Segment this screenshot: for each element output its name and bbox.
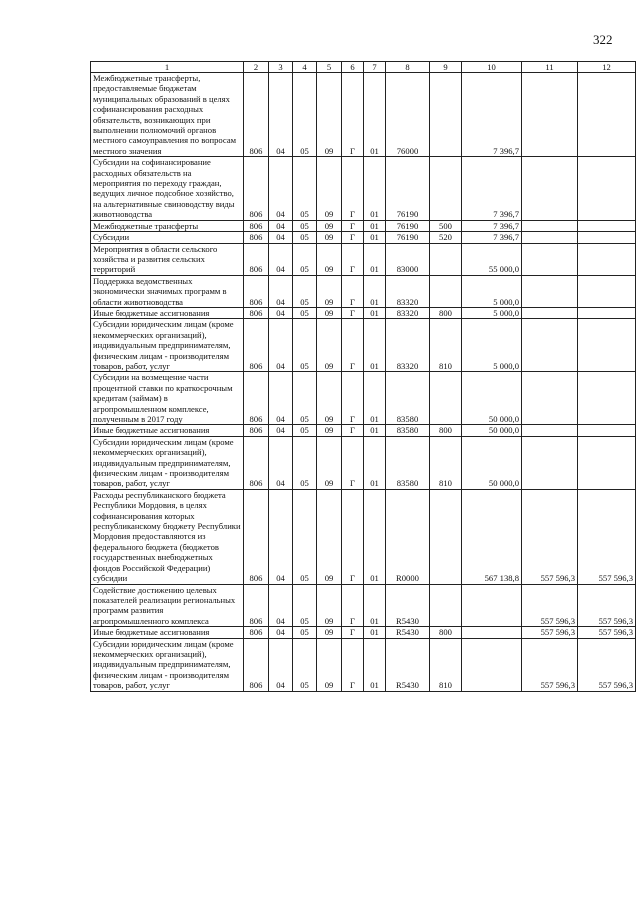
cell-main-event: 01 <box>364 275 386 307</box>
table-row <box>91 73 636 157</box>
cell-direction: 83320 <box>386 275 430 307</box>
cell-expense-type: 810 <box>430 638 462 691</box>
cell-subprogram: Г <box>342 319 364 372</box>
cell-section: 04 <box>269 243 293 275</box>
cell-program: 09 <box>317 372 342 425</box>
column-header: 5 <box>317 62 342 73</box>
cell-subsection: 05 <box>293 584 317 627</box>
cell-expense-type <box>430 372 462 425</box>
table-row <box>91 627 636 638</box>
cell-amount-2019 <box>522 73 578 157</box>
column-header: 7 <box>364 62 386 73</box>
cell-main-event: 01 <box>364 157 386 220</box>
cell-amount-2019 <box>522 220 578 231</box>
cell-subprogram: Г <box>342 627 364 638</box>
cell-ministry: 806 <box>244 307 269 318</box>
cell-program: 09 <box>317 275 342 307</box>
cell-subsection: 05 <box>293 319 317 372</box>
cell-amount-2019 <box>522 243 578 275</box>
column-header: 12 <box>578 62 636 73</box>
row-description: Расходы республиканского бюджета Республики Мордовия, в целях софинансирования которых республиканскому бюджету Республики Мордовия предоставляются из федерального бюджета (бюджетов государственных внебюджетных фондов Российской Федерации) субсидии <box>91 489 244 584</box>
cell-subprogram: Г <box>342 275 364 307</box>
table-row <box>91 638 636 691</box>
cell-amount-2019: 557 596,3 <box>522 627 578 638</box>
cell-program: 09 <box>317 436 342 489</box>
cell-ministry: 806 <box>244 232 269 243</box>
cell-subsection: 05 <box>293 436 317 489</box>
cell-direction: R5430 <box>386 584 430 627</box>
table-row <box>91 436 636 489</box>
cell-amount-2019 <box>522 275 578 307</box>
cell-ministry: 806 <box>244 436 269 489</box>
table-row <box>91 307 636 318</box>
row-description: Иные бюджетные ассигнования <box>91 627 244 638</box>
cell-expense-type: 800 <box>430 627 462 638</box>
cell-amount-2018: 55 000,0 <box>462 243 522 275</box>
cell-subsection: 05 <box>293 157 317 220</box>
cell-ministry: 806 <box>244 157 269 220</box>
cell-subsection: 05 <box>293 372 317 425</box>
cell-main-event: 01 <box>364 425 386 436</box>
cell-ministry: 806 <box>244 73 269 157</box>
cell-main-event: 01 <box>364 243 386 275</box>
cell-expense-type <box>430 584 462 627</box>
cell-amount-2019 <box>522 157 578 220</box>
cell-subprogram: Г <box>342 157 364 220</box>
row-description: Иные бюджетные ассигнования <box>91 307 244 318</box>
cell-expense-type <box>430 275 462 307</box>
cell-subsection: 05 <box>293 638 317 691</box>
cell-section: 04 <box>269 584 293 627</box>
cell-main-event: 01 <box>364 220 386 231</box>
cell-subsection: 05 <box>293 73 317 157</box>
cell-subprogram: Г <box>342 232 364 243</box>
cell-ministry: 806 <box>244 319 269 372</box>
cell-amount-2018: 567 138,8 <box>462 489 522 584</box>
cell-program: 09 <box>317 627 342 638</box>
column-header: 10 <box>462 62 522 73</box>
cell-section: 04 <box>269 73 293 157</box>
cell-ministry: 806 <box>244 372 269 425</box>
cell-amount-2018: 50 000,0 <box>462 425 522 436</box>
table-row <box>91 275 636 307</box>
cell-direction: 76190 <box>386 157 430 220</box>
cell-amount-2018: 50 000,0 <box>462 436 522 489</box>
cell-main-event: 01 <box>364 73 386 157</box>
table-row <box>91 232 636 243</box>
cell-expense-type <box>430 489 462 584</box>
cell-amount-2020 <box>578 425 636 436</box>
cell-subprogram: Г <box>342 372 364 425</box>
cell-ministry: 806 <box>244 243 269 275</box>
cell-main-event: 01 <box>364 372 386 425</box>
column-header: 4 <box>293 62 317 73</box>
cell-main-event: 01 <box>364 627 386 638</box>
cell-amount-2019 <box>522 425 578 436</box>
table-row <box>91 319 636 372</box>
cell-main-event: 01 <box>364 232 386 243</box>
cell-subsection: 05 <box>293 275 317 307</box>
cell-program: 09 <box>317 307 342 318</box>
cell-amount-2020 <box>578 307 636 318</box>
cell-amount-2019: 557 596,3 <box>522 489 578 584</box>
cell-main-event: 01 <box>364 584 386 627</box>
row-description: Субсидии на возмещение части процентной ставки по краткосрочным кредитам (займам) в агропромышленном комплексе, полученным в 2017 году <box>91 372 244 425</box>
cell-subprogram: Г <box>342 584 364 627</box>
row-description: Мероприятия в области сельского хозяйства и развития сельских территорий <box>91 243 244 275</box>
cell-section: 04 <box>269 489 293 584</box>
cell-amount-2018 <box>462 638 522 691</box>
row-description: Субсидии на софинансирование расходных обязательств на мероприятия по переходу граждан, ведущих личное подсобное хозяйство, на альтернативные свиноводству виды животноводства <box>91 157 244 220</box>
cell-ministry: 806 <box>244 584 269 627</box>
cell-direction: R0000 <box>386 489 430 584</box>
row-description: Субсидии юридическим лицам (кроме некоммерческих организаций), индивидуальным предпринимателям, физическим лицам - производителям товаров, работ, услуг <box>91 319 244 372</box>
cell-program: 09 <box>317 584 342 627</box>
table-row <box>91 489 636 584</box>
row-description: Иные бюджетные ассигнования <box>91 425 244 436</box>
cell-section: 04 <box>269 220 293 231</box>
cell-subprogram: Г <box>342 638 364 691</box>
cell-program: 09 <box>317 220 342 231</box>
row-description: Поддержка ведомственных экономически значимых программ в области животноводства <box>91 275 244 307</box>
cell-subsection: 05 <box>293 307 317 318</box>
cell-amount-2018: 7 396,7 <box>462 73 522 157</box>
cell-amount-2018: 50 000,0 <box>462 372 522 425</box>
cell-direction: 83320 <box>386 307 430 318</box>
cell-section: 04 <box>269 157 293 220</box>
cell-direction: R5430 <box>386 638 430 691</box>
cell-program: 09 <box>317 489 342 584</box>
column-header: 2 <box>244 62 269 73</box>
cell-amount-2018: 7 396,7 <box>462 157 522 220</box>
cell-direction: 76000 <box>386 73 430 157</box>
cell-direction: 76190 <box>386 232 430 243</box>
budget-table <box>90 61 636 692</box>
cell-main-event: 01 <box>364 638 386 691</box>
cell-amount-2020 <box>578 73 636 157</box>
cell-section: 04 <box>269 436 293 489</box>
cell-section: 04 <box>269 425 293 436</box>
cell-direction: 83580 <box>386 425 430 436</box>
cell-amount-2018: 7 396,7 <box>462 220 522 231</box>
cell-subprogram: Г <box>342 73 364 157</box>
cell-ministry: 806 <box>244 220 269 231</box>
cell-section: 04 <box>269 319 293 372</box>
cell-amount-2019: 557 596,3 <box>522 638 578 691</box>
cell-expense-type <box>430 157 462 220</box>
cell-amount-2018 <box>462 584 522 627</box>
cell-section: 04 <box>269 627 293 638</box>
cell-expense-type <box>430 243 462 275</box>
cell-subsection: 05 <box>293 489 317 584</box>
cell-amount-2019: 557 596,3 <box>522 584 578 627</box>
table-row <box>91 243 636 275</box>
cell-subsection: 05 <box>293 232 317 243</box>
cell-main-event: 01 <box>364 436 386 489</box>
cell-amount-2018: 5 000,0 <box>462 307 522 318</box>
cell-program: 09 <box>317 425 342 436</box>
cell-subprogram: Г <box>342 307 364 318</box>
cell-main-event: 01 <box>364 489 386 584</box>
cell-amount-2019 <box>522 232 578 243</box>
cell-direction: 83320 <box>386 319 430 372</box>
cell-direction: 83000 <box>386 243 430 275</box>
cell-subprogram: Г <box>342 220 364 231</box>
row-description: Межбюджетные трансферты <box>91 220 244 231</box>
cell-subprogram: Г <box>342 436 364 489</box>
column-header: 11 <box>522 62 578 73</box>
cell-subprogram: Г <box>342 489 364 584</box>
cell-direction: 83580 <box>386 436 430 489</box>
cell-amount-2019 <box>522 436 578 489</box>
cell-section: 04 <box>269 232 293 243</box>
cell-program: 09 <box>317 73 342 157</box>
cell-amount-2019 <box>522 307 578 318</box>
cell-main-event: 01 <box>364 307 386 318</box>
cell-program: 09 <box>317 319 342 372</box>
cell-amount-2020 <box>578 243 636 275</box>
cell-direction: 76190 <box>386 220 430 231</box>
cell-ministry: 806 <box>244 425 269 436</box>
cell-amount-2018: 5 000,0 <box>462 275 522 307</box>
cell-subsection: 05 <box>293 243 317 275</box>
cell-amount-2020 <box>578 157 636 220</box>
cell-subprogram: Г <box>342 243 364 275</box>
row-description: Межбюджетные трансферты, предоставляемые бюджетам муниципальных образований в целях софинансирования расходных обязательств, возникающих при выполнении полномочий органов местного самоуправления по вопросам местного значения <box>91 73 244 157</box>
cell-section: 04 <box>269 307 293 318</box>
cell-section: 04 <box>269 372 293 425</box>
cell-ministry: 806 <box>244 275 269 307</box>
cell-amount-2018: 7 396,7 <box>462 232 522 243</box>
table-row <box>91 157 636 220</box>
cell-program: 09 <box>317 232 342 243</box>
cell-direction: 83580 <box>386 372 430 425</box>
cell-subsection: 05 <box>293 425 317 436</box>
cell-program: 09 <box>317 638 342 691</box>
column-header: 8 <box>386 62 430 73</box>
cell-amount-2020: 557 596,3 <box>578 638 636 691</box>
cell-amount-2020: 557 596,3 <box>578 489 636 584</box>
cell-subprogram: Г <box>342 425 364 436</box>
cell-amount-2020 <box>578 232 636 243</box>
column-header: 1 <box>91 62 244 73</box>
cell-amount-2020 <box>578 220 636 231</box>
table-row <box>91 220 636 231</box>
row-description: Содействие достижению целевых показателей реализации региональных программ развития агропромышленного комплекса <box>91 584 244 627</box>
cell-main-event: 01 <box>364 319 386 372</box>
row-description: Субсидии юридическим лицам (кроме некоммерческих организаций), индивидуальным предпринимателям, физическим лицам - производителям товаров, работ, услуг <box>91 436 244 489</box>
cell-section: 04 <box>269 275 293 307</box>
cell-ministry: 806 <box>244 489 269 584</box>
cell-amount-2020: 557 596,3 <box>578 627 636 638</box>
column-header: 6 <box>342 62 364 73</box>
cell-expense-type: 520 <box>430 232 462 243</box>
cell-subsection: 05 <box>293 627 317 638</box>
page-number: 322 <box>593 32 613 47</box>
cell-amount-2020: 557 596,3 <box>578 584 636 627</box>
table-row <box>91 372 636 425</box>
cell-expense-type: 800 <box>430 425 462 436</box>
table-header-row <box>91 62 636 73</box>
cell-amount-2018 <box>462 627 522 638</box>
cell-direction: R5430 <box>386 627 430 638</box>
cell-amount-2019 <box>522 372 578 425</box>
cell-program: 09 <box>317 243 342 275</box>
cell-expense-type: 810 <box>430 436 462 489</box>
cell-expense-type: 800 <box>430 307 462 318</box>
cell-amount-2020 <box>578 275 636 307</box>
cell-section: 04 <box>269 638 293 691</box>
cell-expense-type: 500 <box>430 220 462 231</box>
cell-program: 09 <box>317 157 342 220</box>
cell-expense-type <box>430 73 462 157</box>
cell-amount-2020 <box>578 319 636 372</box>
cell-amount-2018: 5 000,0 <box>462 319 522 372</box>
cell-subsection: 05 <box>293 220 317 231</box>
column-header: 9 <box>430 62 462 73</box>
row-description: Субсидии <box>91 232 244 243</box>
cell-amount-2019 <box>522 319 578 372</box>
table-row <box>91 584 636 627</box>
cell-ministry: 806 <box>244 627 269 638</box>
column-header: 3 <box>269 62 293 73</box>
cell-ministry: 806 <box>244 638 269 691</box>
row-description: Субсидии юридическим лицам (кроме некоммерческих организаций), индивидуальным предпринимателям, физическим лицам - производителям товаров, работ, услуг <box>91 638 244 691</box>
table-row <box>91 425 636 436</box>
cell-expense-type: 810 <box>430 319 462 372</box>
cell-amount-2020 <box>578 436 636 489</box>
cell-amount-2020 <box>578 372 636 425</box>
